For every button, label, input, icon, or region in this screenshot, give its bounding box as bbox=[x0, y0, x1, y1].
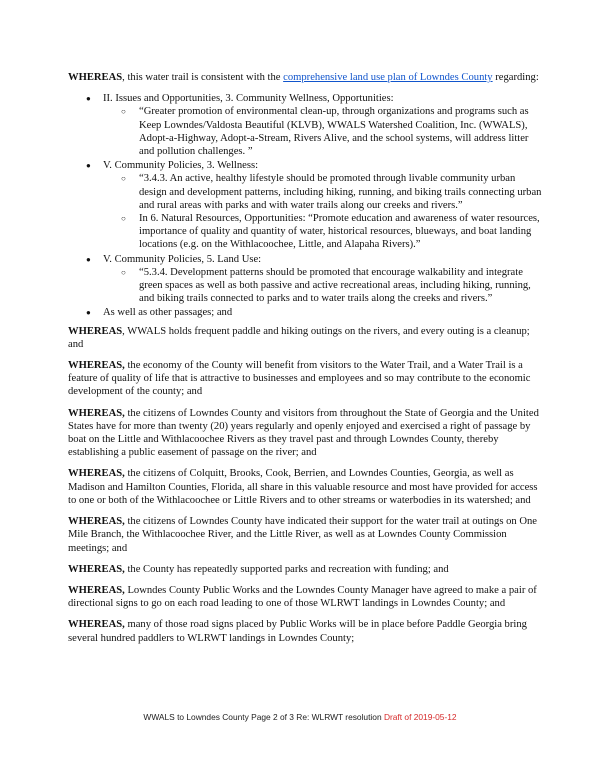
plan-items-list bbox=[68, 92, 544, 319]
plan-subitem: ○ In 6. Natural Resources, Opportunities: “Promote education and awareness of water resources, importance of quality and quantity of water, historical resources, blueways, and boat landing locations (e.g. on the Withlacoochee, Little, and Alapaha Rivers).” bbox=[103, 212, 544, 252]
whereas-clause: WHEREAS, the County has repeatedly supported parks and recreation with funding; and bbox=[68, 563, 449, 575]
plan-item bbox=[68, 306, 544, 319]
plan-item-heading: V. Community Policies, 3. Wellness: bbox=[103, 160, 259, 172]
whereas-clause: WHEREAS, Lowndes County Public Works and the Lowndes County Manager have agreed to make a pair of directional signs to go on each road leading to one of those WLRWT landings in Lowndes County; and bbox=[68, 584, 537, 610]
whereas-clause: WHEREAS, the citizens of Lowndes County have indicated their support for the water trail at outings on One Mile Branch, the Withlacoochee River, and the Little River, as well as at Lowndes County Commission meetings; and bbox=[68, 516, 537, 554]
whereas-keyword: WHEREAS bbox=[68, 72, 123, 83]
plan-item bbox=[68, 159, 544, 251]
intro-paragraph: WHEREAS, this water trail is consistent with the comprehensive land use plan of Lowndes County regarding: bbox=[68, 72, 539, 83]
whereas-clause: WHEREAS, the economy of the County will benefit from visitors to the Water Trail, and a Water Trail is a feature of quality of life that is attractive to businesses and employees and so may contribute to the economic development of the county; and bbox=[68, 360, 531, 398]
footer-text: WWALS to Lowndes County Page 2 of 3 Re: WLRWT resolution bbox=[143, 712, 384, 722]
plan-subitem: ○ “3.4.3. An active, healthy lifestyle should be promoted through livable community urban design and development patterns, including hiking, running, and biking trails connecting urban and rural areas with parks and with water trails along our creeks and rivers.” bbox=[103, 172, 544, 212]
whereas-clause: WHEREAS, the citizens of Lowndes County and visitors from throughout the State of Georgia and the United States have for more than twenty (20) years regularly and openly enjoyed and exercised a right of passage by boat on the Little and Withlacoochee Rivers as they travel past and through Lowndes County, thereby establishing a public easement of passage on the river; and bbox=[68, 407, 539, 459]
whereas-clause: WHEREAS, many of those road signs placed by Public Works will be in place before Paddle Georgia bring several hundred paddlers to WLRWT landings in Lowndes County; bbox=[68, 619, 527, 644]
plan-item-heading: II. Issues and Opportunities, 3. Community Wellness, Opportunities: bbox=[103, 93, 394, 105]
plan-item bbox=[68, 253, 544, 306]
resolution-body bbox=[68, 71, 544, 653]
plan-item-heading: As well as other passages; and bbox=[103, 307, 233, 319]
whereas-clause: WHEREAS, WWALS holds frequent paddle and hiking outings on the rivers, and every outing is a cleanup; and bbox=[68, 325, 530, 350]
whereas-clause: WHEREAS, the citizens of Colquitt, Brooks, Cook, Berrien, and Lowndes Counties, Georgia, as well as Madison and Hamilton Counties, Florida, all share in this valuable resource and most have provided for access to one or both of the Withlacoochee or Little Rivers and to other streams or waterbodies in its watershed; and bbox=[68, 468, 538, 506]
page-footer bbox=[0, 712, 600, 722]
land-use-plan-link[interactable]: comprehensive land use plan of Lowndes County bbox=[283, 72, 493, 83]
plan-item bbox=[68, 92, 544, 158]
draft-label: Draft of 2019-05-12 bbox=[383, 712, 457, 722]
plan-item-heading: V. Community Policies, 5. Land Use: bbox=[103, 253, 262, 265]
plan-subitem: ○ “Greater promotion of environmental clean-up, through organizations and programs such as Keep Lowndes/Valdosta Beautiful (KLVB), WWALS Watershed Coalition, Inc. (WWALS), Adopt-a-Highway, Adopt-a-Stream, Rivers Alive, and the school systems, will address litter and pollution challenges. ” bbox=[103, 105, 544, 158]
plan-subitem: ○ “5.3.4. Development patterns should be promoted that encourage walkability and integrate green spaces as well as both passive and active recreational areas, including hiking, running, and biking trails connected to parks and to water trails along the creeks and rivers.” bbox=[103, 266, 544, 306]
